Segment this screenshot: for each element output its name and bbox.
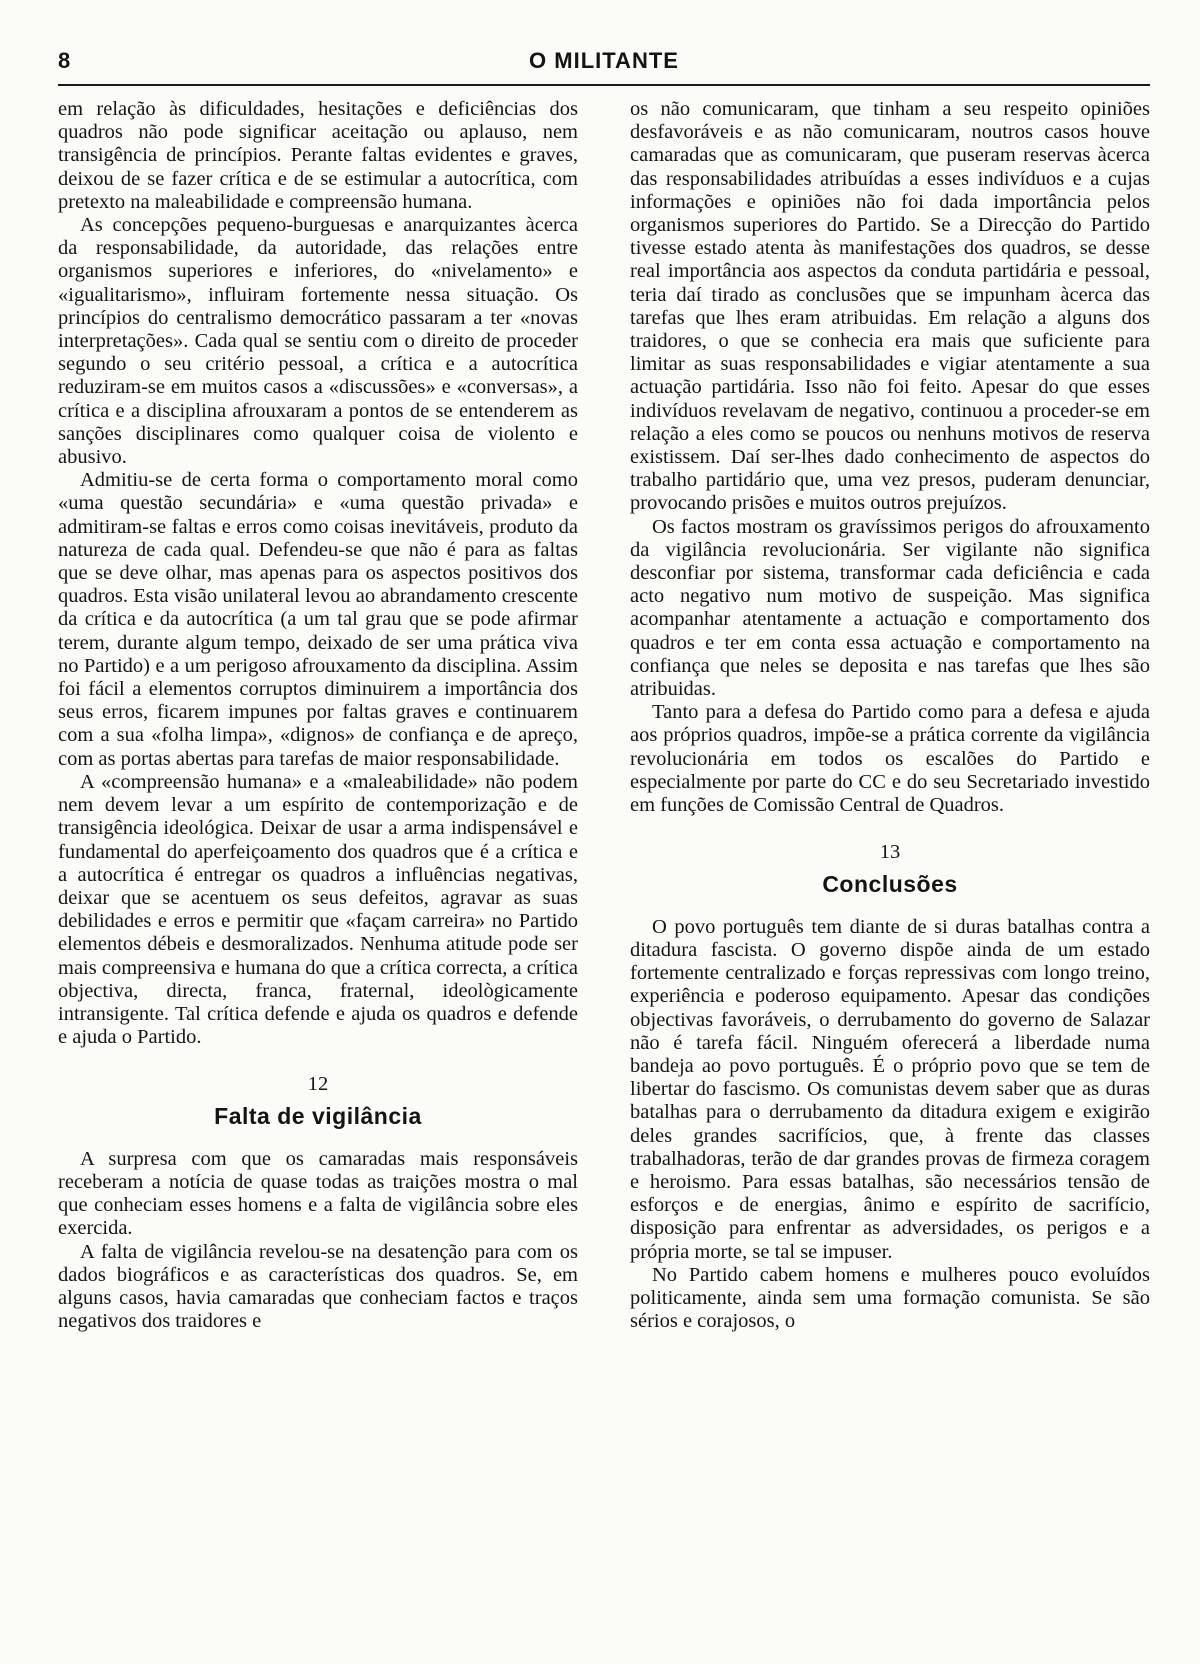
page-header bbox=[58, 48, 1150, 82]
paragraph: Os factos mostram os gravíssimos perigos do afrouxamento da vigilância revolucionária. Ser vigilante não significa desconfiar por sistema, transformar cada deficiência e cada acto negativo num motivo de suspeição. Mas significa acompanhar atentamente a actuação e comportamento dos quadros e ter em conta essa actuação e comportamento na confiança que neles se deposita e nas tarefas que lhes são atribuidas. bbox=[630, 515, 1150, 701]
header-rule bbox=[58, 84, 1150, 86]
section-number: 13 bbox=[879, 841, 901, 864]
paragraph: A «compreensão humana» e a «maleabilidade» não podem nem devem levar a um espírito de contemporização e de transigência ideológica. Deixar de usar a arma indispensável e fundamental do aperfeiçoamento dos quadros que é a crítica e a autocrítica é entregar os quadros a influências negativas, deixar que se acentuem os seus defeitos, agravar as suas debilidades e erros e permitir que «façam carreira» no Partido elementos débeis e desmoralizados. Nenhuma atitude pode ser mais compreensiva e humana do que a crítica correcta, a crítica objectiva, directa, franca, fraternal, ideològicamente intransigente. Tal crítica defende e ajuda os quadros e defende e ajuda o Partido. bbox=[58, 770, 578, 1049]
paragraph: As concepções pequeno-burguesas e anarquizantes àcerca da responsabilidade, da autoridade, das relações entre organismos superiores e inferiores, do «nivelamento» e «igualitarismo», influiram fortemente nessa situação. Os princípios do centralismo democrático passaram a ter «novas interpretações». Cada qual se sentiu com o direito de proceder segundo o seu critério pessoal, a crítica e a autocrítica reduziram-se em muitos casos a «discussões» e «conversas», a crítica e a disciplina afrouxaram a pontos de se entenderem as sanções disciplinares como qualquer coisa de violento e abusivo. bbox=[58, 214, 578, 469]
right-column bbox=[630, 98, 1150, 1643]
paragraph: O povo português tem diante de si duras batalhas contra a ditadura fascista. O governo dispõe ainda de um estado fortemente centralizado e forças repressivas com longo treino, experiência e poderoso equipamento. Apesar das condições objectivas favoráveis, o derrubamento do governo de Salazar não é tarefa fácil. Ninguém oferecerá a liberdade numa bandeja ao povo português. É o próprio povo que se tem de libertar do fascismo. Os comunistas devem saber que as duras batalhas para o derrubamento da ditadura exigem e exigirão deles grandes sacrifícios, que, à frente das classes trabalhadoras, terão de dar grandes provas de firmeza coragem e heroismo. Para essas batalhas, são necessários tensão de esforços e de energias, ânimo e espírito de sacrifício, disposição para enfrentar as adversidades, os perigos e a própria morte, se tal se impuser. bbox=[630, 915, 1150, 1263]
section-number: 12 bbox=[307, 1073, 329, 1096]
paragraph: Admitiu-se de certa forma o comportamento moral como «uma questão secundária» e «uma questão privada» e admitiram-se faltas e erros como coisas inevitáveis, produto da natureza de cada qual. Defendeu-se que não é para as faltas que se deve olhar, mas apenas para os aspectos positivos dos quadros. Esta visão unilateral levou ao abrandamento crescente da crítica e da autocrítica (a um tal grau que se pode afirmar terem, durante algum tempo, deixado de ser uma prática viva no Partido) e a um perigoso afrouxamento da disciplina. Assim foi fácil a elementos corruptos diminuirem a importância dos seus erros, ficarem impunes por faltas graves e continuarem com a sua «folha limpa», «dignos» de confiança e de apreço, com as portas abertas para tarefas de maior responsabilidade. bbox=[58, 469, 578, 770]
paragraph: A falta de vigilância revelou-se na desatenção para com os dados biográficos e as características dos quadros. Se, em alguns casos, havia camaradas que conheciam factos e traços negativos dos traidores e bbox=[58, 1240, 578, 1333]
paragraph: A surpresa com que os camaradas mais responsáveis receberam a notícia de quase todas as traições mostra o mal que conheciam esses homens e a falta de vigilância sobre eles exercida. bbox=[58, 1147, 578, 1240]
running-title: O MILITANTE bbox=[529, 48, 679, 73]
paragraph: em relação às dificuldades, hesitações e deficiências dos quadros não pode significar aceitação ou aplauso, nem transigência de princípios. Perante faltas evidentes e graves, deixou de se fazer crítica e de se estimular a autocrítica, com pretexto na maleabilidade e compreensão humana. bbox=[58, 98, 578, 213]
section-title: Conclusões bbox=[822, 870, 958, 897]
paragraph: os não comunicaram, que tinham a seu respeito opiniões desfavoráveis e as não comunicaram, noutros casos houve camaradas que as comunicaram, que puseram reservas àcerca das responsabilidades atribuídas a esses indivíduos e a cujas informações e opiniões não foi dada importância pelos organismos superiores do Partido. Se a Direcção do Partido tivesse estado atenta às manifestações dos quadros, se desse real importância aos aspectos da conduta partidária e pessoal, teria daí tirado as conclusões que se impunham àcerca das tarefas que lhes eram atribuidas. Em relação a alguns dos traidores, o que se conhecia era mais que suficiente para limitar as suas responsabilidades e vigiar atentamente a sua actuação partidária. Isso não foi feito. Apesar do que esses indivíduos revelavam de negativo, continuou a proceder-se em relação a eles como se poucos ou nenhuns motivos de reserva existissem. Daí ser-lhes dado conhecimento de aspectos do trabalho partidário que, uma vez presos, puderam denunciar, provocando prisões e muitos outros prejuízos. bbox=[630, 98, 1150, 515]
left-column bbox=[58, 98, 578, 1643]
paragraph: Tanto para a defesa do Partido como para a defesa e ajuda aos próprios quadros, impõe-se a prática corrente da vigilância revolucionária em todos os escalões do Partido e especialmente por parte do CC e do seu Secretariado investido em funções de Comissão Central de Quadros. bbox=[630, 701, 1150, 817]
section-title: Falta de vigilância bbox=[214, 1102, 422, 1129]
page-number: 8 bbox=[58, 48, 71, 73]
paragraph: No Partido cabem homens e mulheres pouco evoluídos politicamente, ainda sem uma formação comunista. Se são sérios e corajosos, o bbox=[630, 1263, 1150, 1333]
